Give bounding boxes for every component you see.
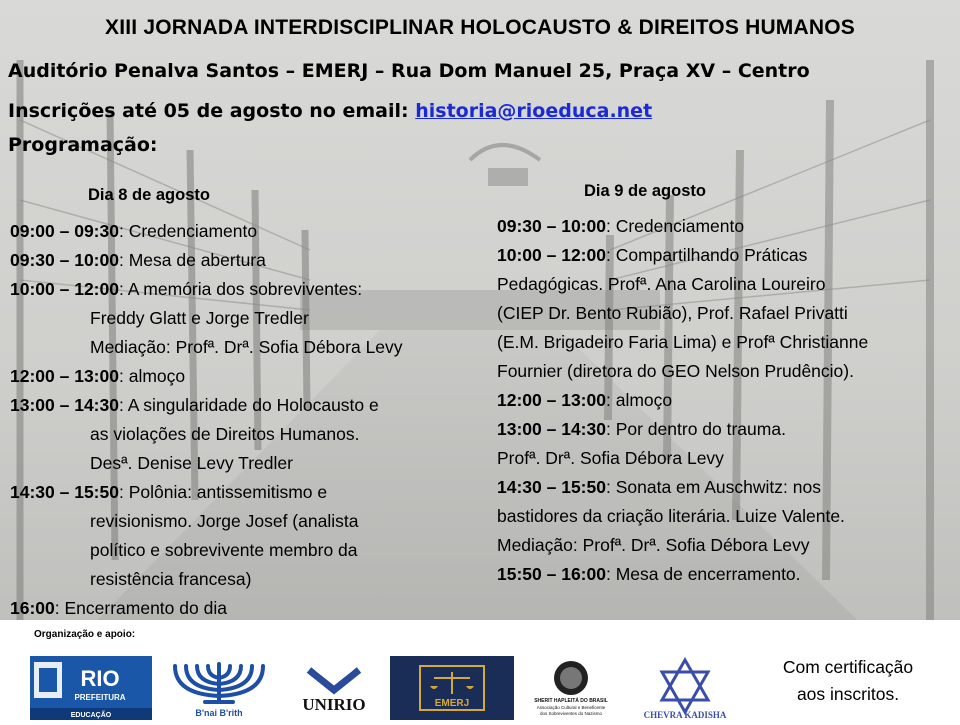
- schedule-line: [497, 299, 957, 328]
- schedule-line: [497, 270, 957, 299]
- schedule-line: [10, 246, 490, 275]
- chevra-name: CHEVRA KADISHA: [643, 710, 727, 720]
- schedule-text: : A memória dos sobreviventes:: [118, 279, 363, 299]
- schedule-text: revisionismo. Jorge Josef (analista: [90, 511, 359, 531]
- program-label: Programação:: [8, 134, 158, 156]
- event-title: XIII JORNADA INTERDISCIPLINAR HOLOCAUSTO & DIREITOS HUMANOS: [105, 16, 855, 39]
- unirio-logo: [284, 656, 384, 720]
- schedule-time: 09:00 – 09:30: [10, 221, 119, 241]
- rio-sub: PREFEITURA: [74, 693, 126, 702]
- venue-line: Auditório Penalva Santos – EMERJ – Rua Dom Manuel 25, Praça XV – Centro: [8, 60, 810, 82]
- rio-name: RIO: [80, 666, 120, 691]
- day2-schedule: [497, 212, 957, 589]
- schedule-text: : Por dentro do trauma.: [605, 419, 786, 439]
- schedule-text: Freddy Glatt e Jorge Tredler: [90, 308, 309, 328]
- schedule-time: 12:00 – 13:00: [10, 366, 119, 386]
- schedule-text: político e sobrevivente membro da: [90, 540, 358, 560]
- schedule-text: bastidores da criação literária. Luize Valente.: [497, 506, 845, 526]
- schedule-text: Profª. Drª. Sofia Débora Levy: [497, 448, 724, 468]
- star-of-david-icon: [626, 656, 744, 720]
- schedule-time: 13:00 – 14:30: [10, 395, 119, 415]
- schedule-line: [10, 391, 490, 420]
- schedule-line: [497, 212, 957, 241]
- sherit-seal-icon: [520, 656, 622, 720]
- schedule-line: [10, 478, 490, 507]
- sherit-line1: SHERIT HAPLEITÁ DO BRASIL: [534, 698, 608, 704]
- schedule-line: [497, 415, 957, 444]
- schedule-time: 16:00: [10, 598, 55, 618]
- sherit-line2: Associação Cultural e Beneficente: [536, 705, 606, 710]
- chevra-kadisha-logo: [626, 656, 744, 720]
- schedule-line: [497, 357, 957, 386]
- bnai-name: B'nai B'rith: [195, 708, 243, 718]
- schedule-line: [10, 565, 490, 594]
- schedule-text: as violações de Direitos Humanos.: [90, 424, 360, 444]
- schedule-text: Desª. Denise Levy Tredler: [90, 453, 293, 473]
- schedule-line: [10, 217, 490, 246]
- certificate-line1: Com certificação: [782, 657, 914, 677]
- sherit-hapleita-logo: [520, 656, 622, 720]
- schedule-time: 12:00 – 13:00: [497, 390, 606, 410]
- schedule-text: : Credenciamento: [605, 216, 745, 236]
- schedule-text: (CIEP Dr. Bento Rubião), Prof. Rafael Privatti: [497, 303, 848, 323]
- schedule-line: [10, 333, 490, 362]
- rio-dept: EDUCAÇÃO: [70, 712, 112, 719]
- schedule-line: [10, 536, 490, 565]
- schedule-text: : Mesa de encerramento.: [605, 564, 801, 584]
- schedule-text: : almoço: [605, 390, 673, 410]
- schedule-time: 09:30 – 10:00: [10, 250, 119, 270]
- schedule-text: Mediação: Profª. Drª. Sofia Débora Levy: [90, 337, 403, 357]
- schedule-text: : Polônia: antissemitismo e: [118, 482, 328, 502]
- organization-label: Organização e apoio:: [34, 629, 136, 640]
- schedule-text: : Mesa de abertura: [118, 250, 266, 270]
- schedule-text: : Sonata em Auschwitz: nos: [605, 477, 821, 497]
- schedule-text: : A singularidade do Holocausto e: [118, 395, 379, 415]
- schedule-time: 14:30 – 15:50: [497, 477, 606, 497]
- schedule-time: 15:50 – 16:00: [497, 564, 606, 584]
- schedule-line: [10, 420, 490, 449]
- schedule-line: [10, 362, 490, 391]
- schedule-line: [497, 560, 957, 589]
- schedule-time: 14:30 – 15:50: [10, 482, 119, 502]
- schedule-text: (E.M. Brigadeiro Faria Lima) e Profª Christianne: [497, 332, 869, 352]
- schedule-line: [10, 594, 490, 623]
- rio-prefeitura-logo: [30, 656, 152, 720]
- schedule-text: : Encerramento do dia: [54, 598, 227, 618]
- day2-heading: Dia 9 de agosto: [584, 182, 706, 200]
- schedule-time: 10:00 – 12:00: [497, 245, 606, 265]
- schedule-time: 09:30 – 10:00: [497, 216, 606, 236]
- schedule-line: [10, 304, 490, 333]
- sherit-line3: dos Sobreviventes do Nazismo: [539, 711, 603, 716]
- registration-text: Inscrições até 05 de agosto no email:: [8, 100, 416, 122]
- schedule-text: Mediação: Profª. Drª. Sofia Débora Levy: [497, 535, 810, 555]
- schedule-line: [497, 502, 957, 531]
- unirio-emblem-icon: [284, 656, 384, 720]
- schedule-text: : almoço: [118, 366, 186, 386]
- day1-heading: Dia 8 de agosto: [88, 186, 210, 204]
- schedule-text: Pedagógicas. Profª. Ana Carolina Loureiro: [497, 274, 826, 294]
- registration-line: [8, 100, 652, 122]
- schedule-line: [497, 241, 957, 270]
- bnai-brith-logo: [160, 656, 278, 720]
- schedule-text: resistência francesa): [90, 569, 252, 589]
- schedule-time: 13:00 – 14:30: [497, 419, 606, 439]
- schedule-line: [497, 386, 957, 415]
- schedule-line: [497, 473, 957, 502]
- menorah-icon: [160, 656, 278, 720]
- schedule-line: [10, 449, 490, 478]
- registration-email-link[interactable]: historia@rioeduca.net: [415, 100, 653, 122]
- emerj-logo: [390, 656, 514, 720]
- schedule-line: [497, 531, 957, 560]
- schedule-text: Fournier (diretora do GEO Nelson Prudêncio).: [497, 361, 854, 381]
- schedule-line: [497, 444, 957, 473]
- schedule-line: [10, 275, 490, 304]
- rio-crest-icon: [30, 656, 152, 720]
- day1-schedule: [10, 217, 490, 623]
- schedule-line: [10, 507, 490, 536]
- schedule-text: : Compartilhando Práticas: [605, 245, 808, 265]
- schedule-text: : Credenciamento: [118, 221, 258, 241]
- emerj-name: EMERJ: [434, 698, 470, 709]
- schedule-line: [497, 328, 957, 357]
- emerj-scales-icon: [390, 656, 514, 720]
- schedule-time: 10:00 – 12:00: [10, 279, 119, 299]
- unirio-name: UNIRIO: [302, 695, 366, 714]
- certificate-note: [758, 654, 938, 708]
- certificate-line2: aos inscritos.: [796, 684, 900, 704]
